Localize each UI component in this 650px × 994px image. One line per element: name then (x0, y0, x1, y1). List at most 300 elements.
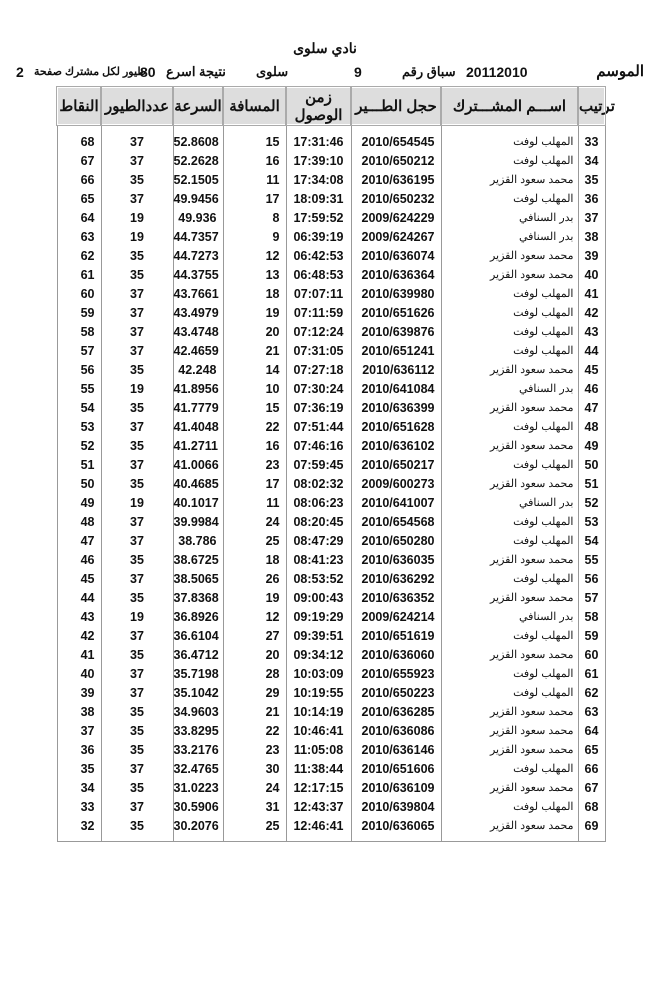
club-title: نادي سلوى (293, 40, 357, 56)
cell-speed: 36.6104 (173, 626, 223, 645)
cell-participant-name: بدر السنافي (441, 607, 578, 626)
cell-distance: 9 (223, 227, 286, 246)
cell-points: 51 (57, 455, 101, 474)
cell-speed: 36.8926 (173, 607, 223, 626)
column-header-points: النقاط (57, 87, 101, 125)
cell-points: 41 (57, 645, 101, 664)
cell-rank: 38 (578, 227, 605, 246)
cell-bird-count: 37 (101, 303, 173, 322)
cell-bird-count: 37 (101, 797, 173, 816)
cell-rank: 60 (578, 645, 605, 664)
fastest-label: نتيجة اسرع (166, 64, 226, 79)
cell-participant-name: المهلب لوفت (441, 303, 578, 322)
cell-ring-number: 2010/636065 (351, 816, 441, 842)
cell-arrival-time: 12:17:15 (286, 778, 351, 797)
cell-participant-name: المهلب لوفت (441, 284, 578, 303)
cell-points: 35 (57, 759, 101, 778)
cell-speed: 43.4748 (173, 322, 223, 341)
cell-rank: 62 (578, 683, 605, 702)
cell-speed: 31.0223 (173, 778, 223, 797)
cell-bird-count: 35 (101, 474, 173, 493)
cell-arrival-time: 07:27:18 (286, 360, 351, 379)
table-row (57, 531, 605, 550)
cell-rank: 64 (578, 721, 605, 740)
table-row (57, 759, 605, 778)
cell-points: 54 (57, 398, 101, 417)
cell-participant-name: المهلب لوفت (441, 797, 578, 816)
cell-distance: 31 (223, 797, 286, 816)
cell-arrival-time: 09:39:51 (286, 626, 351, 645)
cell-distance: 18 (223, 550, 286, 569)
cell-points: 34 (57, 778, 101, 797)
table-row (57, 436, 605, 455)
cell-rank: 36 (578, 189, 605, 208)
cell-points: 61 (57, 265, 101, 284)
cell-points: 56 (57, 360, 101, 379)
cell-participant-name: محمد سعود القزير (441, 550, 578, 569)
cell-rank: 57 (578, 588, 605, 607)
cell-distance: 19 (223, 303, 286, 322)
cell-participant-name: المهلب لوفت (441, 322, 578, 341)
cell-participant-name: المهلب لوفت (441, 664, 578, 683)
cell-arrival-time: 08:53:52 (286, 569, 351, 588)
cell-rank: 41 (578, 284, 605, 303)
cell-rank: 56 (578, 569, 605, 588)
cell-points: 39 (57, 683, 101, 702)
table-row (57, 778, 605, 797)
cell-rank: 42 (578, 303, 605, 322)
cell-speed: 36.4712 (173, 645, 223, 664)
cell-points: 42 (57, 626, 101, 645)
table-row (57, 227, 605, 246)
cell-rank: 34 (578, 151, 605, 170)
cell-ring-number: 2010/650223 (351, 683, 441, 702)
cell-participant-name: محمد سعود القزير (441, 645, 578, 664)
cell-ring-number: 2010/636292 (351, 569, 441, 588)
cell-arrival-time: 07:11:59 (286, 303, 351, 322)
table-row (57, 322, 605, 341)
cell-distance: 24 (223, 512, 286, 531)
cell-distance: 11 (223, 493, 286, 512)
cell-speed: 38.5065 (173, 569, 223, 588)
cell-bird-count: 37 (101, 322, 173, 341)
cell-ring-number: 2010/636352 (351, 588, 441, 607)
cell-participant-name: محمد سعود القزير (441, 170, 578, 189)
cell-participant-name: محمد سعود القزير (441, 474, 578, 493)
cell-ring-number: 2010/636399 (351, 398, 441, 417)
cell-rank: 52 (578, 493, 605, 512)
cell-arrival-time: 08:20:45 (286, 512, 351, 531)
cell-participant-name: بدر السنافي (441, 493, 578, 512)
page-number: 2 (16, 64, 24, 80)
cell-arrival-time: 18:09:31 (286, 189, 351, 208)
table-row (57, 607, 605, 626)
cell-rank: 46 (578, 379, 605, 398)
cell-distance: 22 (223, 721, 286, 740)
cell-points: 36 (57, 740, 101, 759)
cell-bird-count: 35 (101, 265, 173, 284)
cell-points: 52 (57, 436, 101, 455)
cell-ring-number: 2009/624214 (351, 607, 441, 626)
cell-rank: 39 (578, 246, 605, 265)
table-row (57, 189, 605, 208)
cell-speed: 40.4685 (173, 474, 223, 493)
cell-arrival-time: 07:36:19 (286, 398, 351, 417)
table-row (57, 645, 605, 664)
cell-bird-count: 37 (101, 284, 173, 303)
cell-ring-number: 2010/651628 (351, 417, 441, 436)
cell-ring-number: 2010/636112 (351, 360, 441, 379)
cell-participant-name: محمد سعود القزير (441, 588, 578, 607)
column-header-arrival-time: زمن الوصول (286, 87, 351, 125)
cell-speed: 30.2076 (173, 816, 223, 842)
cell-speed: 41.8956 (173, 379, 223, 398)
cell-arrival-time: 09:19:29 (286, 607, 351, 626)
cell-bird-count: 35 (101, 398, 173, 417)
cell-rank: 59 (578, 626, 605, 645)
cell-distance: 23 (223, 740, 286, 759)
cell-arrival-time: 10:14:19 (286, 702, 351, 721)
cell-rank: 40 (578, 265, 605, 284)
cell-distance: 30 (223, 759, 286, 778)
cell-participant-name: المهلب لوفت (441, 417, 578, 436)
cell-speed: 40.1017 (173, 493, 223, 512)
cell-points: 43 (57, 607, 101, 626)
cell-points: 49 (57, 493, 101, 512)
cell-rank: 53 (578, 512, 605, 531)
cell-ring-number: 2010/636074 (351, 246, 441, 265)
cell-rank: 44 (578, 341, 605, 360)
cell-ring-number: 2010/650232 (351, 189, 441, 208)
cell-bird-count: 35 (101, 778, 173, 797)
cell-ring-number: 2009/624229 (351, 208, 441, 227)
cell-ring-number: 2010/651626 (351, 303, 441, 322)
cell-distance: 25 (223, 531, 286, 550)
cell-bird-count: 35 (101, 550, 173, 569)
column-header-bird-count: عددالطيور (101, 87, 173, 125)
cell-points: 59 (57, 303, 101, 322)
table-row (57, 550, 605, 569)
cell-arrival-time: 17:59:52 (286, 208, 351, 227)
cell-rank: 66 (578, 759, 605, 778)
cell-bird-count: 37 (101, 626, 173, 645)
cell-ring-number: 2010/636102 (351, 436, 441, 455)
cell-points: 65 (57, 189, 101, 208)
cell-ring-number: 2010/650217 (351, 455, 441, 474)
cell-ring-number: 2010/641084 (351, 379, 441, 398)
cell-arrival-time: 07:30:24 (286, 379, 351, 398)
cell-distance: 17 (223, 189, 286, 208)
column-header-rank: ترتيب (578, 87, 605, 125)
cell-bird-count: 37 (101, 341, 173, 360)
column-header-participant-name: اســـم المشـــترك (441, 87, 578, 125)
cell-speed: 34.9603 (173, 702, 223, 721)
cell-distance: 22 (223, 417, 286, 436)
cell-participant-name: محمد سعود القزير (441, 778, 578, 797)
cell-speed: 52.8608 (173, 125, 223, 151)
cell-arrival-time: 09:34:12 (286, 645, 351, 664)
cell-arrival-time: 09:00:43 (286, 588, 351, 607)
table-row (57, 474, 605, 493)
cell-speed: 33.8295 (173, 721, 223, 740)
cell-participant-name: محمد سعود القزير (441, 398, 578, 417)
cell-points: 62 (57, 246, 101, 265)
table-row (57, 569, 605, 588)
table-row (57, 151, 605, 170)
cell-bird-count: 37 (101, 512, 173, 531)
cell-participant-name: المهلب لوفت (441, 189, 578, 208)
cell-arrival-time: 08:02:32 (286, 474, 351, 493)
cell-speed: 42.4659 (173, 341, 223, 360)
cell-ring-number: 2010/639980 (351, 284, 441, 303)
cell-participant-name: محمد سعود القزير (441, 246, 578, 265)
cell-bird-count: 37 (101, 417, 173, 436)
cell-distance: 19 (223, 588, 286, 607)
cell-participant-name: محمد سعود القزير (441, 265, 578, 284)
cell-ring-number: 2010/639876 (351, 322, 441, 341)
cell-points: 57 (57, 341, 101, 360)
cell-ring-number: 2010/639804 (351, 797, 441, 816)
cell-distance: 25 (223, 816, 286, 842)
cell-speed: 41.2711 (173, 436, 223, 455)
cell-speed: 38.6725 (173, 550, 223, 569)
cell-bird-count: 37 (101, 664, 173, 683)
cell-distance: 15 (223, 125, 286, 151)
cell-points: 44 (57, 588, 101, 607)
cell-speed: 30.5906 (173, 797, 223, 816)
cell-participant-name: محمد سعود القزير (441, 702, 578, 721)
cell-points: 40 (57, 664, 101, 683)
cell-distance: 23 (223, 455, 286, 474)
cell-participant-name: المهلب لوفت (441, 683, 578, 702)
cell-rank: 61 (578, 664, 605, 683)
table-row (57, 265, 605, 284)
cell-points: 60 (57, 284, 101, 303)
cell-bird-count: 35 (101, 246, 173, 265)
cell-distance: 12 (223, 246, 286, 265)
table-row (57, 125, 605, 151)
cell-rank: 48 (578, 417, 605, 436)
cell-ring-number: 2010/636086 (351, 721, 441, 740)
cell-arrival-time: 07:31:05 (286, 341, 351, 360)
cell-bird-count: 37 (101, 125, 173, 151)
cell-bird-count: 35 (101, 170, 173, 189)
cell-points: 64 (57, 208, 101, 227)
cell-bird-count: 37 (101, 569, 173, 588)
cell-ring-number: 2010/655923 (351, 664, 441, 683)
cell-points: 66 (57, 170, 101, 189)
season-label: الموسم (596, 63, 644, 80)
cell-distance: 17 (223, 474, 286, 493)
cell-rank: 68 (578, 797, 605, 816)
cell-rank: 54 (578, 531, 605, 550)
cell-ring-number: 2010/636195 (351, 170, 441, 189)
cell-distance: 21 (223, 702, 286, 721)
cell-arrival-time: 07:12:24 (286, 322, 351, 341)
cell-bird-count: 35 (101, 816, 173, 842)
cell-distance: 16 (223, 151, 286, 170)
per-participant-page-label: طيور لكل مشترك صفحة (34, 66, 147, 78)
cell-arrival-time: 10:46:41 (286, 721, 351, 740)
cell-rank: 65 (578, 740, 605, 759)
cell-arrival-time: 12:46:41 (286, 816, 351, 842)
cell-distance: 18 (223, 284, 286, 303)
table-row (57, 246, 605, 265)
column-header-ring-number: حجل الطـــير (351, 87, 441, 125)
cell-distance: 10 (223, 379, 286, 398)
cell-arrival-time: 12:43:37 (286, 797, 351, 816)
table-row (57, 284, 605, 303)
cell-arrival-time: 06:39:19 (286, 227, 351, 246)
cell-rank: 51 (578, 474, 605, 493)
cell-points: 47 (57, 531, 101, 550)
cell-arrival-time: 10:19:55 (286, 683, 351, 702)
cell-arrival-time: 08:06:23 (286, 493, 351, 512)
cell-arrival-time: 07:46:16 (286, 436, 351, 455)
cell-speed: 44.7357 (173, 227, 223, 246)
cell-participant-name: محمد سعود القزير (441, 816, 578, 842)
race-number: 9 (354, 64, 362, 80)
cell-participant-name: محمد سعود القزير (441, 721, 578, 740)
cell-bird-count: 35 (101, 740, 173, 759)
cell-points: 55 (57, 379, 101, 398)
cell-points: 53 (57, 417, 101, 436)
cell-ring-number: 2010/651619 (351, 626, 441, 645)
cell-arrival-time: 07:51:44 (286, 417, 351, 436)
table-row (57, 664, 605, 683)
table-row (57, 816, 605, 842)
cell-bird-count: 19 (101, 607, 173, 626)
cell-bird-count: 37 (101, 151, 173, 170)
cell-speed: 44.7273 (173, 246, 223, 265)
cell-speed: 42.248 (173, 360, 223, 379)
table-row (57, 208, 605, 227)
cell-speed: 44.3755 (173, 265, 223, 284)
race-label: سباق رقم (402, 64, 456, 79)
season-value: 20112010 (466, 64, 528, 80)
cell-points: 38 (57, 702, 101, 721)
cell-distance: 20 (223, 645, 286, 664)
cell-participant-name: المهلب لوفت (441, 455, 578, 474)
cell-points: 33 (57, 797, 101, 816)
cell-points: 37 (57, 721, 101, 740)
table-row (57, 626, 605, 645)
cell-arrival-time: 06:48:53 (286, 265, 351, 284)
cell-bird-count: 19 (101, 493, 173, 512)
cell-distance: 11 (223, 170, 286, 189)
cell-ring-number: 2010/636285 (351, 702, 441, 721)
location: سلوى (256, 64, 289, 79)
cell-speed: 37.8368 (173, 588, 223, 607)
cell-distance: 13 (223, 265, 286, 284)
table-row (57, 740, 605, 759)
cell-distance: 26 (223, 569, 286, 588)
cell-distance: 12 (223, 607, 286, 626)
table-row (57, 588, 605, 607)
cell-points: 45 (57, 569, 101, 588)
table-row (57, 702, 605, 721)
cell-rank: 69 (578, 816, 605, 842)
cell-participant-name: محمد سعود القزير (441, 436, 578, 455)
cell-speed: 38.786 (173, 531, 223, 550)
cell-participant-name: المهلب لوفت (441, 341, 578, 360)
cell-rank: 55 (578, 550, 605, 569)
column-header-speed: السرعة (173, 87, 223, 125)
cell-ring-number: 2010/641007 (351, 493, 441, 512)
cell-ring-number: 2010/636109 (351, 778, 441, 797)
cell-ring-number: 2010/650212 (351, 151, 441, 170)
cell-speed: 49.936 (173, 208, 223, 227)
cell-arrival-time: 08:41:23 (286, 550, 351, 569)
cell-rank: 50 (578, 455, 605, 474)
cell-bird-count: 35 (101, 588, 173, 607)
cell-arrival-time: 07:07:11 (286, 284, 351, 303)
table-row (57, 303, 605, 322)
cell-speed: 33.2176 (173, 740, 223, 759)
cell-distance: 14 (223, 360, 286, 379)
cell-rank: 67 (578, 778, 605, 797)
cell-points: 50 (57, 474, 101, 493)
cell-ring-number: 2010/636146 (351, 740, 441, 759)
cell-distance: 20 (223, 322, 286, 341)
cell-rank: 37 (578, 208, 605, 227)
cell-rank: 45 (578, 360, 605, 379)
cell-ring-number: 2010/650280 (351, 531, 441, 550)
cell-participant-name: المهلب لوفت (441, 512, 578, 531)
cell-participant-name: المهلب لوفت (441, 125, 578, 151)
cell-distance: 8 (223, 208, 286, 227)
table-row (57, 360, 605, 379)
cell-participant-name: المهلب لوفت (441, 151, 578, 170)
cell-bird-count: 35 (101, 721, 173, 740)
cell-participant-name: بدر السنافي (441, 227, 578, 246)
cell-arrival-time: 08:47:29 (286, 531, 351, 550)
cell-bird-count: 35 (101, 360, 173, 379)
results-table (56, 86, 615, 842)
cell-arrival-time: 11:38:44 (286, 759, 351, 778)
cell-bird-count: 37 (101, 189, 173, 208)
cell-distance: 27 (223, 626, 286, 645)
cell-bird-count: 19 (101, 208, 173, 227)
cell-ring-number: 2010/654568 (351, 512, 441, 531)
cell-bird-count: 19 (101, 227, 173, 246)
cell-bird-count: 37 (101, 455, 173, 474)
cell-distance: 16 (223, 436, 286, 455)
cell-participant-name: المهلب لوفت (441, 531, 578, 550)
cell-points: 48 (57, 512, 101, 531)
table-row (57, 493, 605, 512)
cell-participant-name: المهلب لوفت (441, 759, 578, 778)
cell-arrival-time: 11:05:08 (286, 740, 351, 759)
cell-speed: 41.4048 (173, 417, 223, 436)
cell-points: 32 (57, 816, 101, 842)
cell-rank: 58 (578, 607, 605, 626)
cell-distance: 15 (223, 398, 286, 417)
cell-arrival-time: 17:34:08 (286, 170, 351, 189)
cell-arrival-time: 07:59:45 (286, 455, 351, 474)
cell-arrival-time: 10:03:09 (286, 664, 351, 683)
cell-bird-count: 35 (101, 702, 173, 721)
cell-distance: 29 (223, 683, 286, 702)
cell-speed: 39.9984 (173, 512, 223, 531)
table-row (57, 417, 605, 436)
cell-rank: 63 (578, 702, 605, 721)
cell-points: 46 (57, 550, 101, 569)
cell-rank: 49 (578, 436, 605, 455)
cell-ring-number: 2009/624267 (351, 227, 441, 246)
cell-ring-number: 2010/651241 (351, 341, 441, 360)
cell-ring-number: 2010/636364 (351, 265, 441, 284)
